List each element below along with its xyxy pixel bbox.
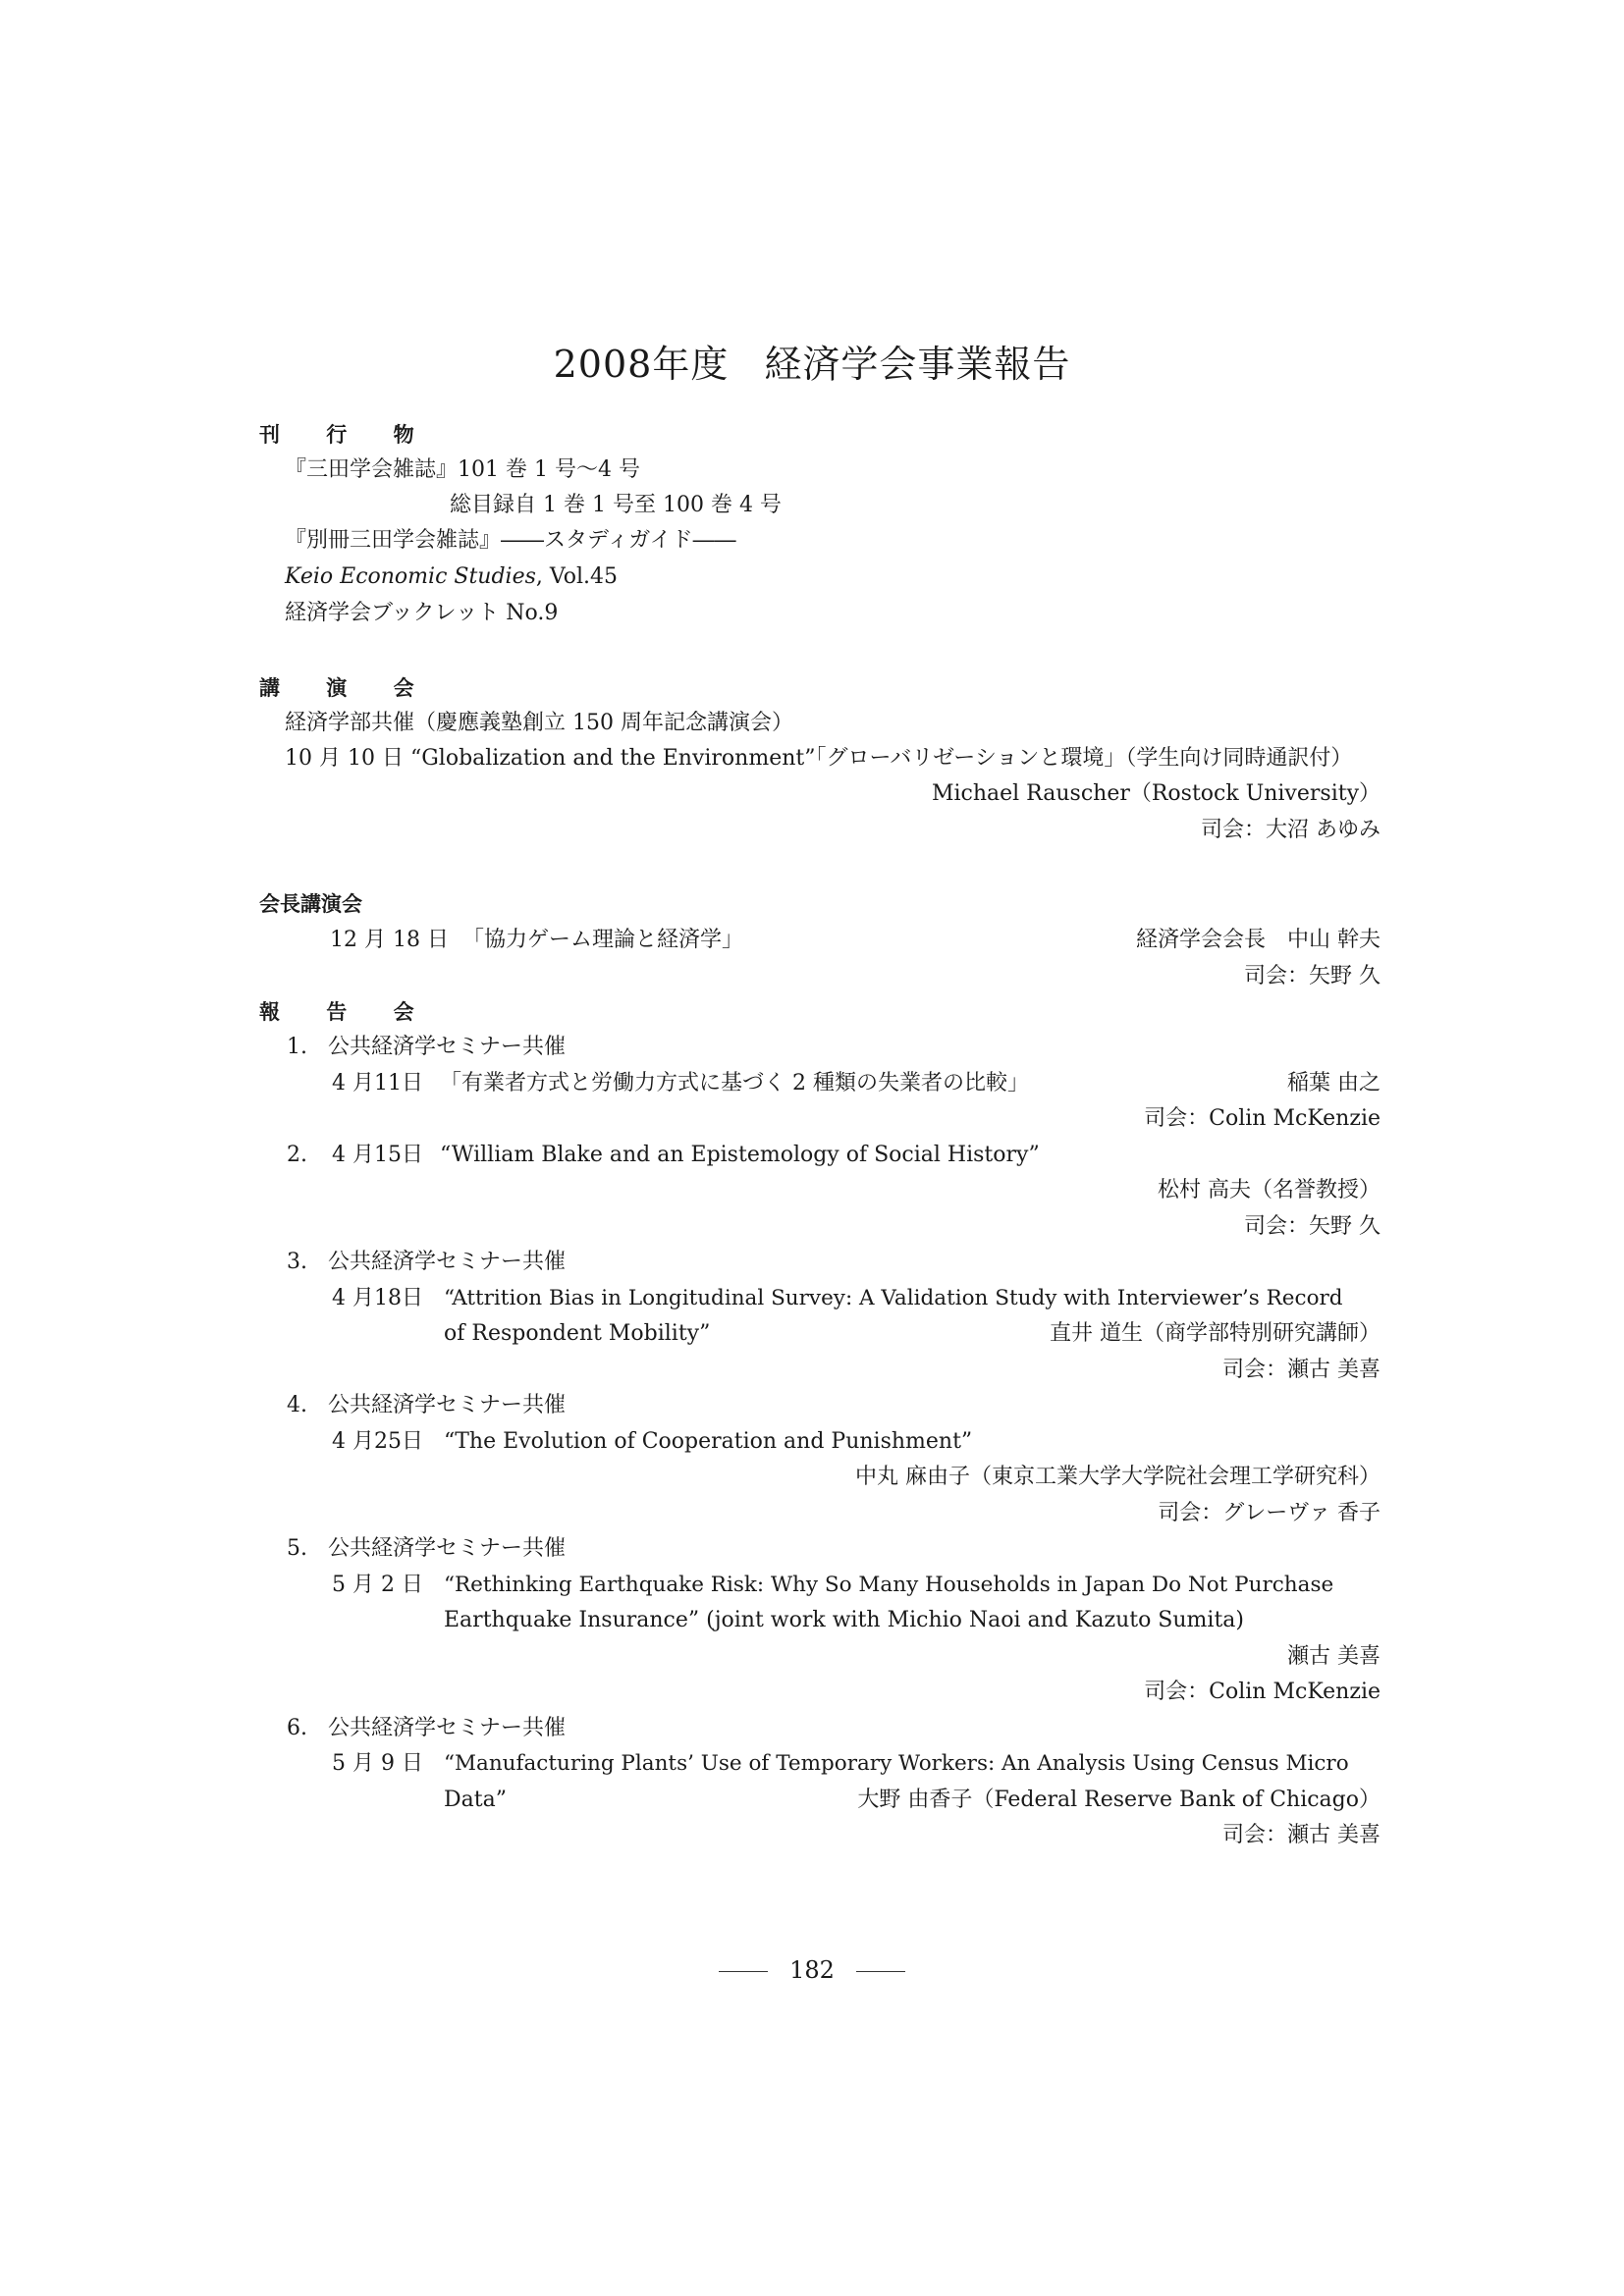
report-number: 2. <box>287 1143 307 1167</box>
publication-item: 『別冊三田学会雑誌』――スタディガイド―― <box>285 528 736 553</box>
report-date: 5 月 2 日 <box>332 1573 423 1597</box>
page-number: 182 <box>789 1956 835 1984</box>
report-chair: 司会：グレーヴァ 香子 <box>1158 1501 1380 1525</box>
page-title <box>0 334 1624 388</box>
report-speaker: 大野 由香子（Federal Reserve Bank of Chicago） <box>857 1788 1380 1812</box>
president-heading: 会長講演会 <box>259 892 362 916</box>
report-title: “Rethinking Earthquake Risk: Why So Many Households in Japan Do Not Purchase <box>444 1573 1334 1597</box>
report-date: 4 月11日 <box>332 1071 423 1095</box>
publication-item: 経済学会ブックレット No.9 <box>285 601 559 625</box>
lecture-cosponsor: 経済学部共催（慶應義塾創立 150 周年記念講演会） <box>285 711 793 735</box>
report-cosponsor: 公共経済学セミナー共催 <box>328 1716 567 1740</box>
journal-name: Keio Economic Studies <box>285 564 536 589</box>
report-number: 3. <box>287 1250 307 1274</box>
report-title: “Manufacturing Plants’ Use of Temporary Workers: An Analysis Using Census Micro <box>444 1751 1349 1776</box>
lecture-date: 10 月 10 日 <box>285 746 404 771</box>
president-date: 12 月 18 日 <box>330 928 449 952</box>
publication-item: 『三田学会雑誌』101 巻 1 号〜4 号 <box>285 457 640 482</box>
report-number: 6. <box>287 1716 307 1740</box>
report-number: 1. <box>287 1035 307 1059</box>
report-speaker: 松村 高夫（名誉教授） <box>1158 1178 1380 1202</box>
report-title: “Attrition Bias in Longitudinal Survey: A Validation Study with Interviewer’s Record <box>444 1286 1343 1310</box>
report-number: 5. <box>287 1536 307 1561</box>
report-title: “William Blake and an Epistemology of Social History” <box>440 1143 1040 1167</box>
report-speaker: 稲葉 由之 <box>1287 1071 1380 1095</box>
dash-left <box>719 1971 768 1972</box>
report-title: 「有業者方式と労働力方式に基づく 2 種類の失業者の比較」 <box>440 1071 1029 1095</box>
report-cosponsor: 公共経済学セミナー共催 <box>328 1250 567 1274</box>
title-name: 経済学会事業報告 <box>764 343 1071 386</box>
publications-heading: 刊 行 物 <box>259 423 434 447</box>
president-entry <box>330 926 743 955</box>
lecture-entry <box>285 744 1352 774</box>
report-chair: 司会：瀬古 美喜 <box>1222 1358 1380 1382</box>
journal-volume: , Vol.45 <box>535 564 619 589</box>
report-cosponsor: 公共経済学セミナー共催 <box>328 1035 567 1059</box>
lectures-heading: 講 演 会 <box>259 676 434 700</box>
report-cosponsor: 公共経済学セミナー共催 <box>328 1393 567 1417</box>
report-date: 4 月25日 <box>332 1429 423 1454</box>
report-title-cont: Earthquake Insurance” (joint work with Michio Naoi and Kazuto Sumita) <box>444 1608 1244 1632</box>
report-speaker: 瀬古 美喜 <box>1287 1644 1380 1669</box>
lecture-chair: 司会：大沼 あゆみ <box>1201 818 1380 842</box>
president-title: 「協力ゲーム理論と経済学」 <box>461 928 743 952</box>
title-year: 2008年度 <box>553 343 730 386</box>
report-chair: 司会：瀬古 美喜 <box>1222 1823 1380 1847</box>
report-chair: 司会：Colin McKenzie <box>1144 1106 1380 1131</box>
lecture-title: “Globalization and the Environment”「グローバリゼーションと環境」（学生向け同時通訳付） <box>409 746 1353 771</box>
report-number: 4. <box>287 1393 307 1417</box>
report-title-cont: Data” <box>444 1788 507 1812</box>
page-number-footer <box>0 1956 1624 1984</box>
report-date: 4 月15日 <box>332 1143 423 1167</box>
report-chair: 司会：Colin McKenzie <box>1144 1680 1380 1704</box>
report-chair: 司会：矢野 久 <box>1244 1214 1380 1239</box>
report-date: 4 月18日 <box>332 1286 423 1310</box>
publication-item <box>285 562 618 592</box>
report-speaker: 中丸 麻由子（東京工業大学大学院社会理工学研究科） <box>855 1465 1380 1489</box>
reports-heading: 報 告 会 <box>259 1000 434 1024</box>
report-cosponsor: 公共経済学セミナー共催 <box>328 1536 567 1561</box>
president-chair: 司会：矢野 久 <box>1244 964 1380 988</box>
report-date: 5 月 9 日 <box>332 1751 423 1776</box>
president-speaker: 経済学会会長 中山 幹夫 <box>1136 928 1380 952</box>
publication-item: 総目録自 1 巻 1 号至 100 巻 4 号 <box>450 493 782 517</box>
report-title-cont: of Respondent Mobility” <box>444 1321 711 1346</box>
report-speaker: 直井 道生（商学部特別研究講師） <box>1050 1321 1380 1346</box>
lecture-speaker: Michael Rauscher（Rostock University） <box>931 781 1380 806</box>
dash-right <box>856 1971 905 1972</box>
report-title: “The Evolution of Cooperation and Punishment” <box>444 1429 973 1454</box>
